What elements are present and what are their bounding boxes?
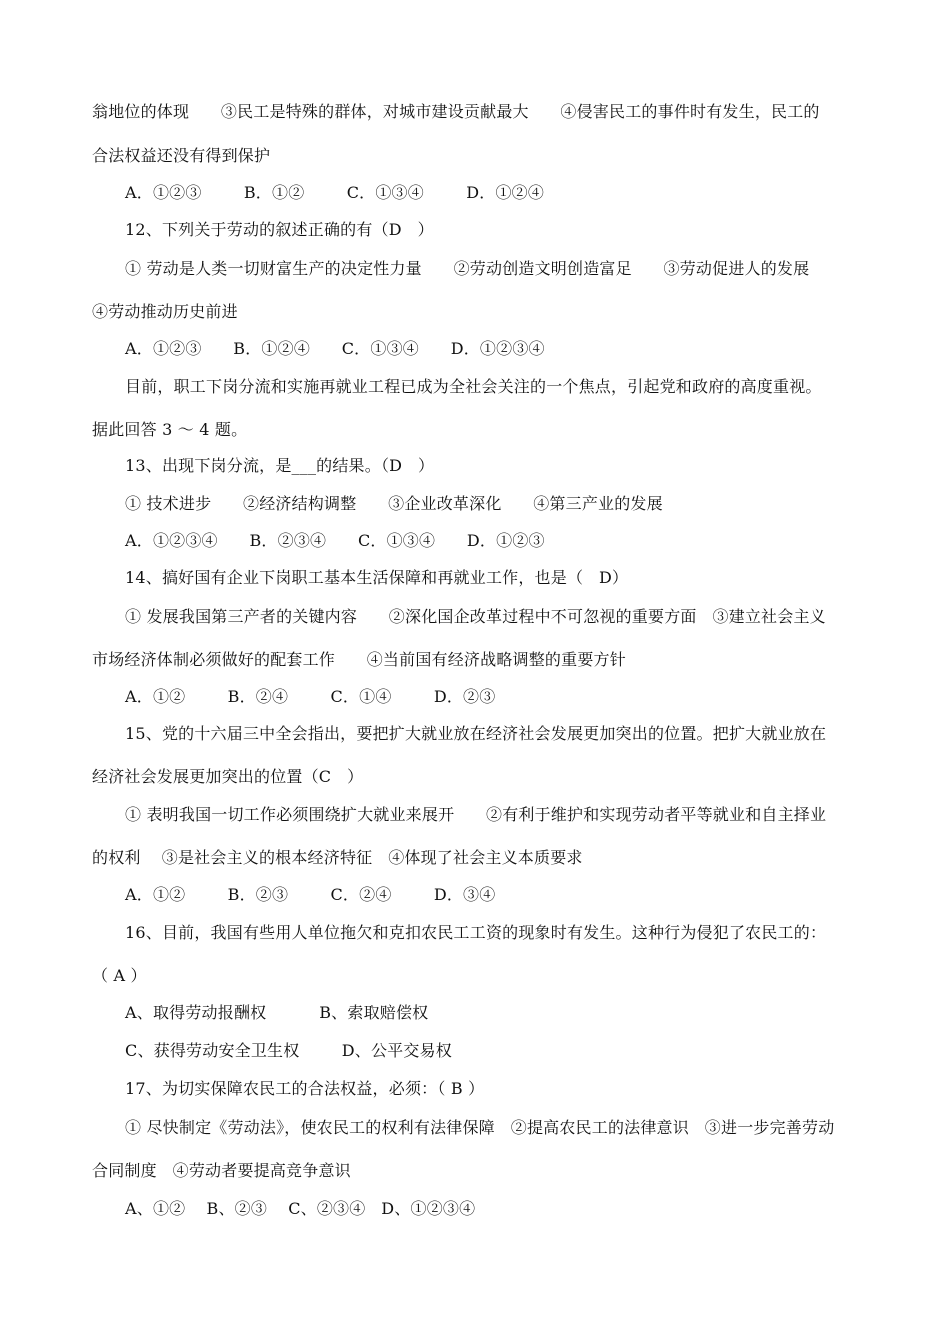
text-line: 合法权益还没有得到保护 — [92, 146, 271, 165]
answer-options: A．①②③ B．①②④ C．①③④ D．①②③④ — [125, 339, 545, 358]
text-line: 目前，职工下岗分流和实施再就业工程已成为全社会关注的一个焦点，引起党和政府的高度重视。 — [125, 377, 822, 396]
text-line: ① 表明我国一切工作必须围绕扩大就业来展开 ②有利于维护和实现劳动者平等就业和自主择业 — [125, 805, 827, 824]
text-line: 翁地位的体现 ③民工是特殊的群体，对城市建设贡献最大 ④侵害民工的事件时有发生，民工的 — [92, 102, 820, 121]
answer-options: A．①② B．②④ C．①④ D．②③ — [125, 687, 496, 706]
answer-options: A．①②③ B．①② C．①③④ D．①②④ — [125, 183, 545, 202]
text-line: 市场经济体制必须做好的配套工作 ④当前国有经济战略调整的重要方针 — [92, 650, 626, 669]
text-line: 合同制度 ④劳动者要提高竞争意识 — [92, 1161, 351, 1180]
text-line: 据此回答 3 ～ 4 题。 — [92, 420, 248, 439]
text-line: 经济社会发展更加突出的位置（C ） — [92, 767, 364, 786]
text-line: ④劳动推动历史前进 — [92, 302, 238, 321]
text-line: ① 发展我国第三产者的关键内容 ②深化国企改革过程中不可忽视的重要方面 ③建立社会主义 — [125, 607, 826, 626]
question-12: 12、下列关于劳动的叙述正确的有（D ） — [125, 220, 434, 239]
question-15: 15、党的十六届三中全会指出，要把扩大就业放在经济社会发展更加突出的位置。把扩大就业放在 — [125, 724, 827, 743]
text-line: （ A ） — [92, 966, 147, 985]
answer-options: C、获得劳动安全卫生权 D、公平交易权 — [125, 1041, 452, 1060]
text-line: 的权利 ③是社会主义的根本经济特征 ④体现了社会主义本质要求 — [92, 848, 583, 867]
question-14: 14、搞好国有企业下岗职工基本生活保障和再就业工作，也是（ D） — [125, 568, 629, 587]
answer-options: A．①②③④ B．②③④ C．①③④ D．①②③ — [125, 531, 545, 550]
text-line: ① 尽快制定《劳动法》，使农民工的权利有法律保障 ②提高农民工的法律意识 ③进一步完善劳动 — [125, 1118, 835, 1137]
answer-options: A、取得劳动报酬权 B、索取赔偿权 — [125, 1003, 429, 1022]
question-16: 16、目前，我国有些用人单位拖欠和克扣农民工工资的现象时有发生。这种行为侵犯了农民工的： — [125, 923, 827, 942]
text-line: ① 技术进步 ②经济结构调整 ③企业改革深化 ④第三产业的发展 — [125, 494, 663, 513]
question-13: 13、出现下岗分流，是___的结果。（D ） — [125, 456, 435, 475]
question-17: 17、为切实保障农民工的合法权益，必须：（ B ） — [125, 1079, 485, 1098]
text-line: ① 劳动是人类一切财富生产的决定性力量 ②劳动创造文明创造富足 ③劳动促进人的发展 — [125, 259, 810, 278]
answer-options: A．①② B．②③ C．②④ D．③④ — [125, 885, 496, 904]
answer-options: A、①② B、②③ C、②③④ D、①②③④ — [125, 1199, 476, 1218]
